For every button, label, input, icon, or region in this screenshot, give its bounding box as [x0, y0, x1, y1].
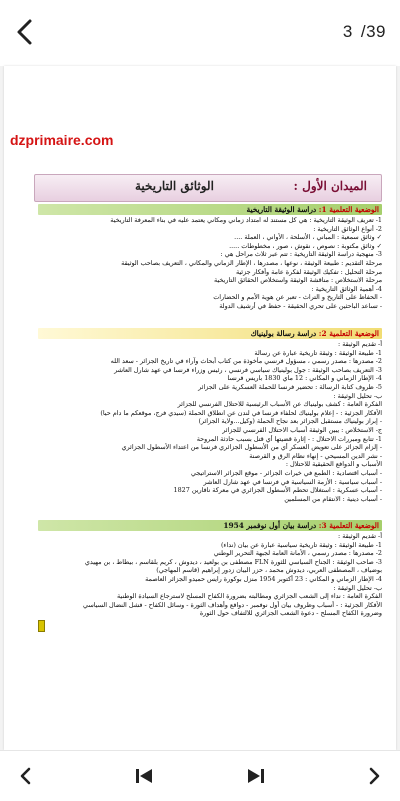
doc-line: مرحلة الاستخلاص : مناقشة الوثيقة واستخلاص الحقائق التاريخية: [214, 276, 382, 285]
chevron-right-icon: [362, 764, 386, 788]
doc-line: 3- منهجية دراسة الوثيقة التاريخية : تتم عبر ثلاث مراحل هي :: [220, 250, 382, 259]
section-1-header: [38, 204, 382, 215]
doc-line: ب- تحليل الوثيقة :: [333, 583, 382, 592]
doc-line: 2- مصدرها : مصدر رسمي ، مسؤول فرنسي مأخوذة من كتاب أبحاث وآراء في تاريخ الجزائر - سعد الله: [110, 357, 382, 366]
section-2: [38, 328, 382, 503]
doc-line: - نشر الدين المسيحي - إنهاء نظام الرق و القرصنة: [249, 451, 382, 460]
back-button[interactable]: [8, 14, 44, 50]
site-watermark: dzprimaire.com: [10, 132, 114, 148]
doc-line: بوضياف ، المصطفى العربي، ديدوش محمد ، حزر البيان زدور إبراهيم (قاسم المهاجي): [156, 566, 382, 575]
doc-line: وضرورة الكفاح المسلح - دعوة الشعب الجزائري للالتفاف حول الثورة: [199, 609, 382, 618]
doc-line: 4- الإطار الزماني و المكاني : 12 ماي 1830 باريس فرنسا: [227, 374, 382, 383]
doc-line: 1- تعريف الوثيقة التاريخية : هي كل مستند له امتداد زماني ومكاني يعتمد عليه في بناء المعرفة التاريخية: [110, 216, 382, 224]
bottom-navigation-bar: [0, 750, 400, 801]
section-1-label: الوضعية التعلمية 1:: [318, 205, 379, 214]
first-page-button[interactable]: [14, 764, 38, 788]
field-topic: الوثائق التاريخية: [135, 179, 214, 193]
skip-next-icon: [244, 764, 268, 788]
doc-line: 1- تتابع ومبررات الاحتلال : - إثارة قضيتها أي قتل بسبب حادثة المروحة: [196, 434, 382, 443]
section-2-label: الوضعية التعلمية 2:: [318, 329, 379, 338]
doc-line: ب- تحليل الوثيقة :: [333, 391, 382, 400]
doc-line: مرحلة التقديم : طبيعة الوثيقة ، نوعها ، مصدرها ، الإطار الزماني والمكاني ، التعريف بصاحب الوثيقة: [121, 258, 382, 267]
doc-line: - الحفاظ على التاريخ و التراث - تعبر عن هوية الأمم و الحضارات: [213, 293, 382, 302]
doc-line: الأفكار الجزئية : - أسباب وظروف بيان أول نوفمبر - دوافع وأهداف الثورة - وسائل الكفاح - فشل النضال السياسي: [83, 600, 382, 609]
doc-line: 5- ظروف كتابة الرسالة : تحضير فرنسا للحملة العسكرية على الجزائر: [198, 382, 382, 391]
doc-line: الفكرة العامة : كشف بولينياك عن الأسباب الرئيسية للاحتلال الفرنسي للجزائر: [177, 400, 382, 409]
doc-line: - إلزام الجزائر على تعويض العسكر أي من الأسطول الجزائري فرنسا من اعتداء الأسطول الجزائري: [121, 443, 382, 452]
doc-line: 2- أنواع الوثائق التاريخية :: [313, 224, 382, 233]
doc-line: الأسباب و الدوافع الحقيقية للاحتلال :: [285, 460, 382, 469]
doc-line: الفكرة العامة : نداء إلى الشعب الجزائري ومطالبته بضرورة الكفاح المسلح لاسترجاع السيادة الوطنية: [117, 592, 382, 601]
doc-line: مرحلة التحليل : تفكيك الوثيقة لفكرة عامة وأفكار جزئية: [235, 267, 382, 276]
section-1-title: دراسة الوثيقة التاريخية: [246, 205, 317, 214]
section-2-header: [38, 328, 382, 339]
document-page: [4, 66, 396, 750]
section-3: [38, 520, 382, 618]
doc-line: - تساعد الباحثين على تحري الحقيقة - حفظ في أرشيف الدولة: [219, 301, 382, 310]
section-3-title: دراسة بيان أول نوفمبر 1954: [223, 521, 317, 530]
doc-line: - إبراز بولينياك مستقبل الجزائر بعد نجاح الحملة (وكيل...ولاية الجزائر): [198, 417, 382, 426]
doc-line: ✓ وثائق مكتوبة : نصوص ، نقوش ، صور ، مخطوطات .....: [229, 241, 382, 250]
doc-line: أ- تقديم الوثيقة :: [338, 340, 382, 348]
doc-line: الأفكار الجزئية : - إعلام بولينياك لحلفاء فرنسا في لندن عن انطلاق الحملة (سيدي فرج، موقعكم ما دام حيا): [100, 408, 382, 417]
doc-line: ✓ وثائق سمعية : المباني ، الأسلحة ، الأواني ، العملة ....: [234, 233, 382, 242]
top-app-bar: [0, 0, 400, 67]
doc-line: 3- التعريف بصاحب الوثيقة : جول بولينياك سياسي فرنسي ، رئيس وزراء فرنسا في عهد شارل العاشر: [114, 365, 382, 374]
skip-previous-icon: [132, 764, 156, 788]
highlight-marker: [38, 620, 45, 632]
section-3-label: الوضعية التعلمية 3:: [318, 521, 379, 530]
total-pages: /39: [360, 22, 386, 41]
last-page-button[interactable]: [362, 764, 386, 788]
doc-line: - أسباب سياسية : الأزمة السياسية في فرنسا في عهد شارل العاشر: [203, 477, 382, 486]
doc-line: 1- طبيعة الوثيقة : وثيقة تاريخية سياسية عبارة عن بيان (نداء): [220, 540, 382, 549]
field-banner: [34, 174, 382, 202]
section-3-header: [38, 520, 382, 531]
chevron-left-icon: [14, 764, 38, 788]
doc-line: 2- مصدرها : مصدر رسمي ، الأمانة العامة لجبهة التحرير الوطني: [213, 549, 382, 558]
chevron-left-icon: [8, 14, 44, 50]
doc-line: - أسباب اقتصادية : الطمع في خيرات الجزائر - موقع الجزائر الاستراتيجي: [190, 468, 382, 477]
doc-line: 3- صاحب الوثيقة : الجناح السياسي للثورة FLN مصطفى بن بولعيد ، ديدوش ، كريم بلقاسم ، بيطاط ، بن مهيدي: [84, 557, 382, 566]
doc-line: 4- الإطار الزماني و المكاني : 23 أكتوبر 1954 منزل بوكورة رايس حميدو الجزائر العاصمة: [145, 574, 382, 583]
doc-line: 1- طبيعة الوثيقة : وثيقة تاريخية عبارة عن رسالة: [254, 348, 382, 357]
next-page-button[interactable]: [244, 764, 268, 788]
section-2-title: دراسة رسالة بولينياك: [250, 329, 317, 338]
doc-line: - أسباب عسكرية : استغلال تحطم الأسطول الجزائري في معركة نافارين 1827: [173, 486, 382, 495]
previous-page-button[interactable]: [132, 764, 156, 788]
document-viewer[interactable]: [0, 66, 400, 750]
doc-line: أ- تقديم الوثيقة :: [338, 532, 382, 540]
field-label: الميدان الأول :: [293, 179, 367, 193]
current-page-number: 3: [342, 22, 353, 41]
doc-line: ج- الاستخلاص : يبين الوثيقة أسباب الاحتلال الفرنسي للجزائر: [222, 425, 382, 434]
doc-line: 4- أهمية الوثائق التاريخية :: [311, 284, 382, 293]
page-indicator: [343, 22, 386, 42]
doc-line: - أسباب دينية : الانتقام من المسلمين: [284, 494, 382, 503]
section-1: [38, 204, 382, 311]
